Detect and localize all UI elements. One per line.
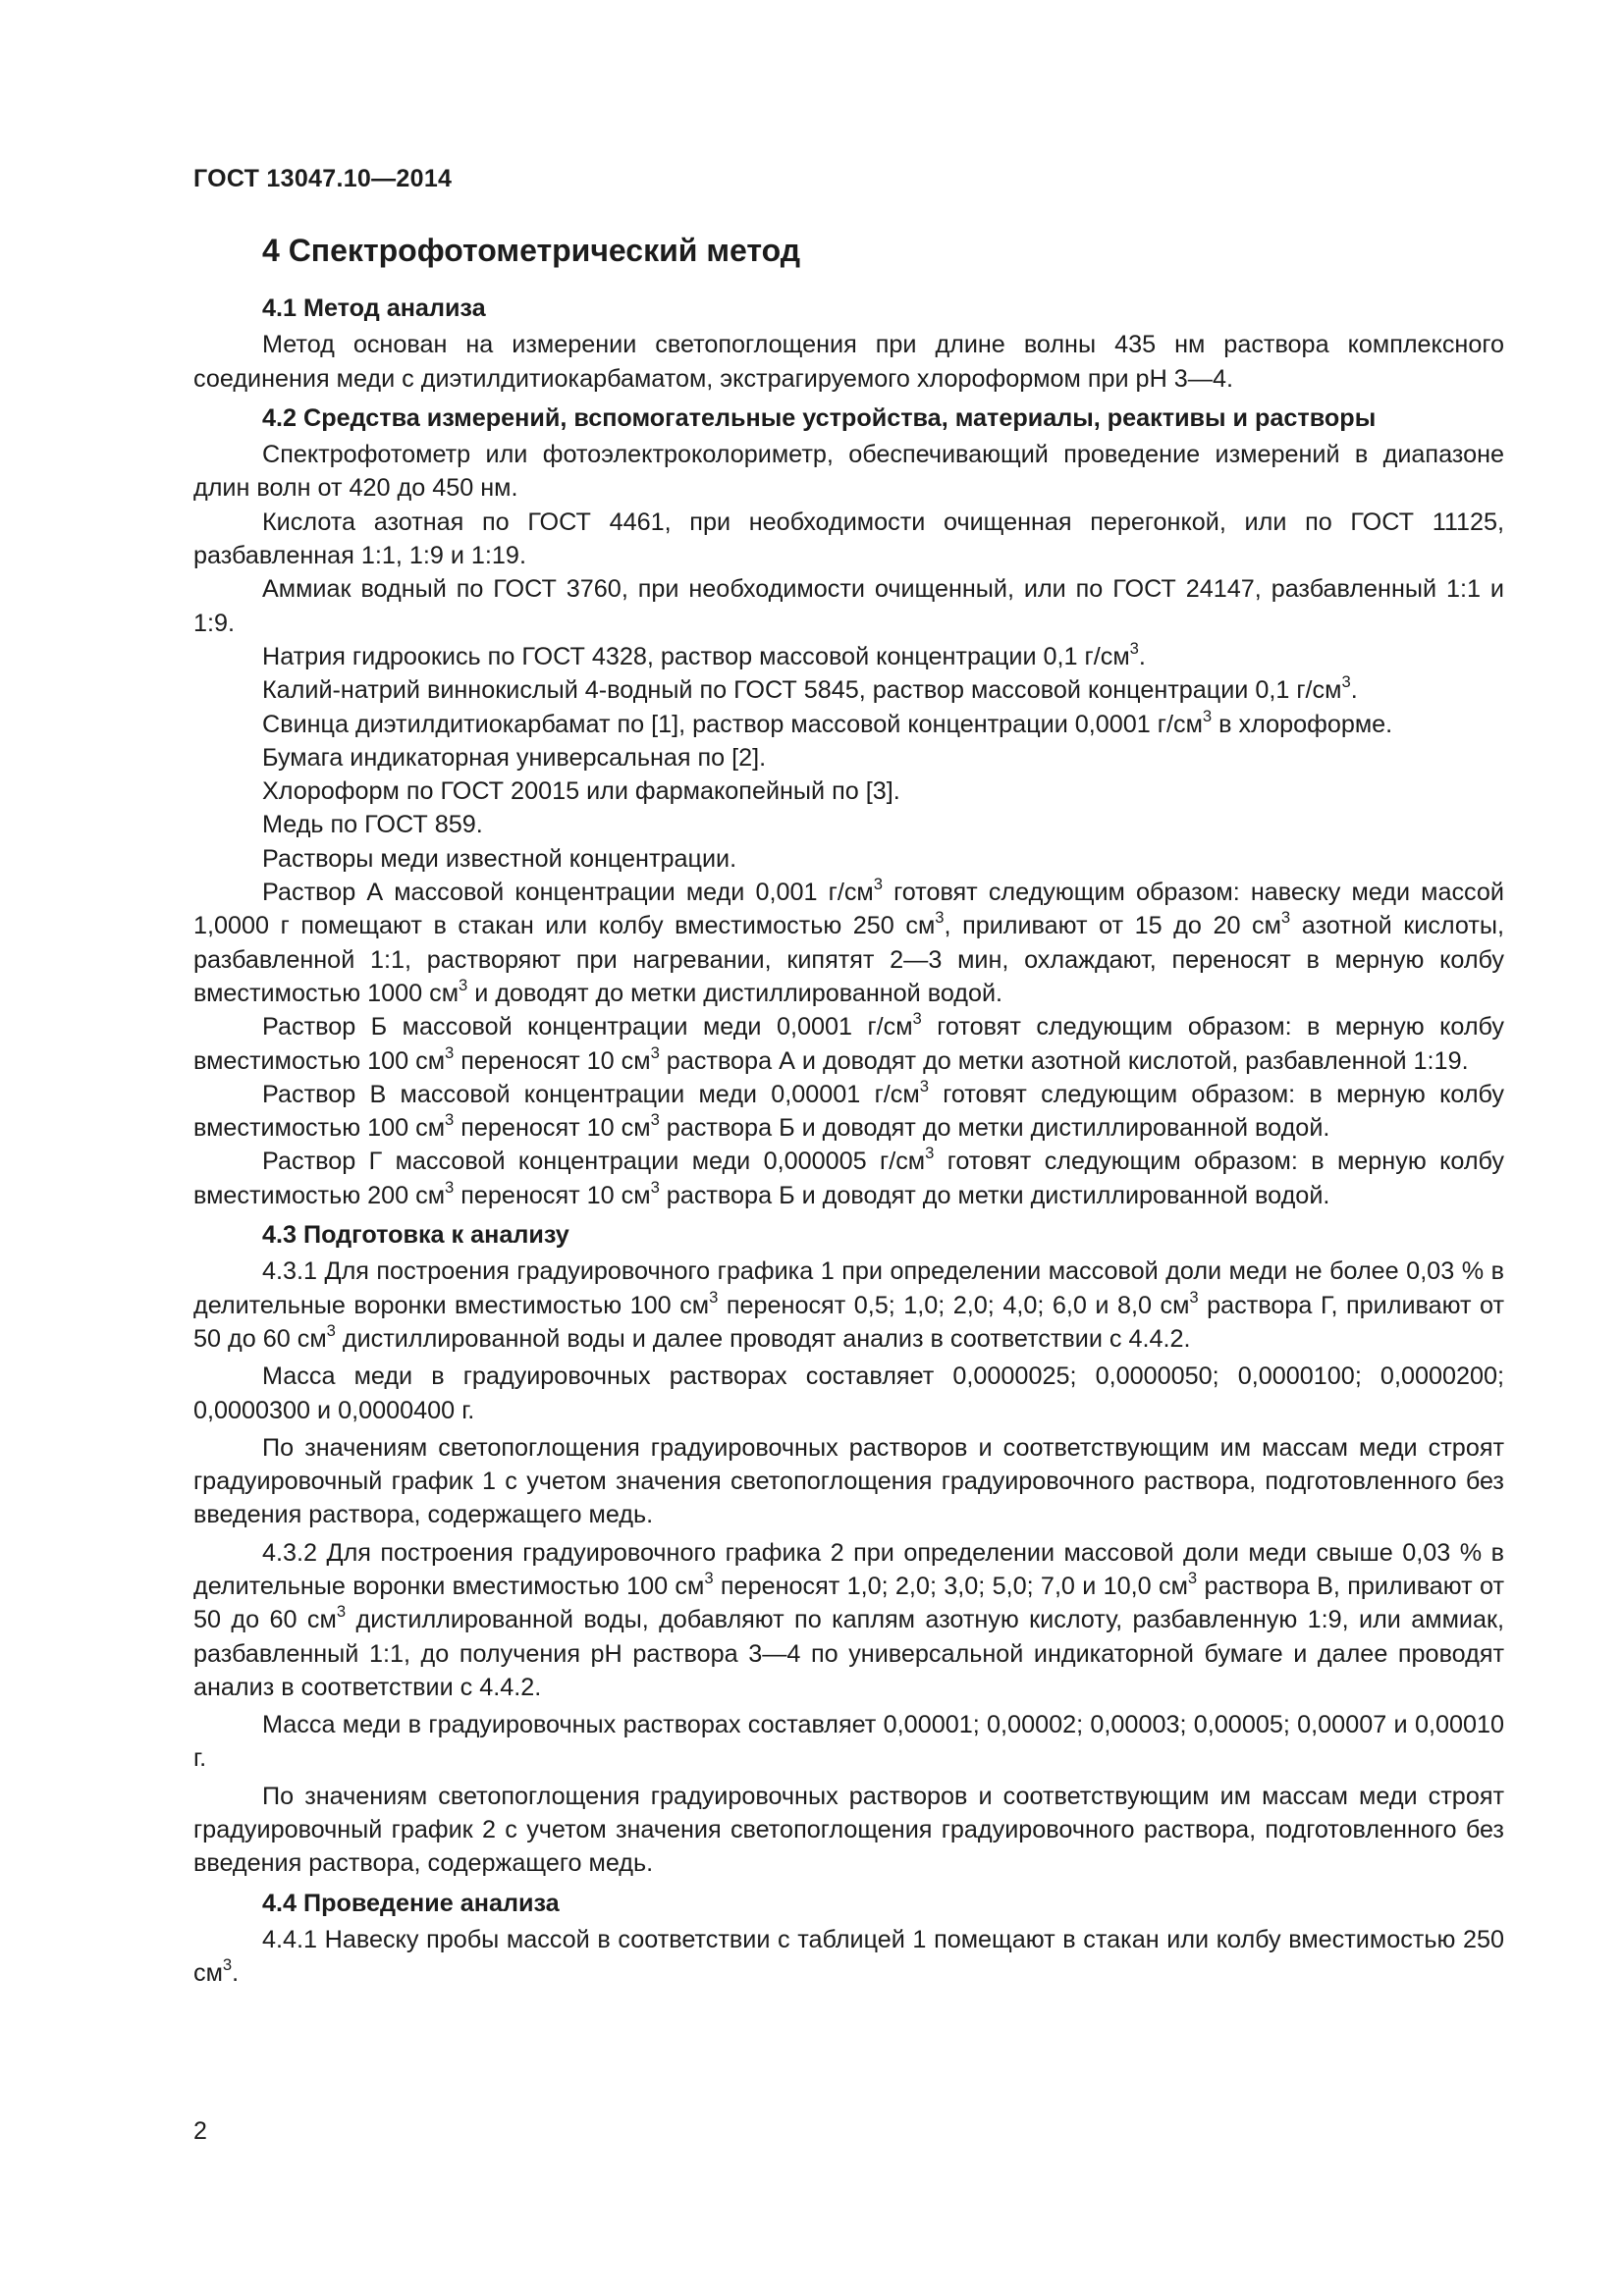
paragraph: Медь по ГОСТ 859.	[262, 811, 483, 839]
paragraph: По значениям светопоглощения градуировочных растворов и соответствующим им массам меди строят градуировочный график 2 с учетом значения светопоглощения градуировочного раствора, подготовленного без введения раствора, содержащего медь.	[193, 1782, 1504, 1878]
paragraph: Кислота азотная по ГОСТ 4461, при необходимости очищенная перегонкой, или по ГОСТ 11125, разбавленная 1:1, 1:9 и 1:19.	[193, 507, 1504, 570]
paragraph: 4.3.1 Для построения градуировочного графика 1 при определении массовой доли меди не более 0,03 % в делительные воронки вместимостью 100 $см^3$ переносят 0,5; 1,0; 2,0; 4,0; 6,0 и 8,0 $см^3$ раствора Г, приливают от 50 до 60 $см^3$ дистиллированной воды и далее проводят анализ в соответствии с 4.4.2.	[193, 1257, 1504, 1353]
paragraph: 4.4.1 Навеску пробы массой в соответствии с таблицей 1 помещают в стакан или колбу вместимостью 250 $см^3$.	[193, 1925, 1504, 1988]
paragraph: 4.3.2 Для построения градуировочного графика 2 при определении массовой доли меди свыше 0,03 % в делительные воронки вместимостью 100 $см^3$ переносят 1,0; 2,0; 3,0; 5,0; 7,0 и 10,0 $см^3$ раствора В, приливают от 50 до 60 $см^3$ дистиллированной воды, добавляют по каплям азотную кислоту, разбавленную 1:9, или аммиак, разбавленный 1:1, до получения pH раствора 3—4 по универсальной индикаторной бумаге и далее проводят анализ в соответствии с 4.4.2.	[193, 1538, 1504, 1701]
paragraph: Калий-натрий виннокислый 4-водный по ГОСТ 5845, раствор массовой концентрации 0,1 $г/см^3$.	[262, 672, 1358, 705]
subsection-title-4-3: 4.3 Подготовка к анализу	[262, 1221, 569, 1250]
subsection-title-4-2: 4.2 Средства измерений, вспомогательные устройства, материалы, реактивы и растворы	[262, 403, 1377, 432]
paragraph: Раствор А массовой концентрации меди 0,001 $г/см^3$ готовят следующим образом: навеску меди массой 1,0000 г помещают в стакан или колбу вместимостью 250 $см^3$, приливают от 15 до 20 $см^3$ азотной кислоты, разбавленной 1:1, растворяют при нагревании, кипятят 2—3 мин, охлаждают, переносят в мерную колбу вместимостью 1000 $см^3$ и доводят до метки дистиллированной водой.	[193, 875, 1504, 1007]
paragraph: По значениям светопоглощения градуировочных растворов и соответствующим им массам меди строят градуировочный график 1 с учетом значения светопоглощения градуировочного раствора, подготовленного без введения раствора, содержащего медь.	[193, 1433, 1504, 1529]
paragraph: Раствор В массовой концентрации меди 0,00001 $г/см^3$ готовят следующим образом: в мерную колбу вместимостью 100 $см^3$ переносят 10 $см^3$ раствора Б и доводят до метки дистиллированной водой.	[193, 1077, 1504, 1143]
paragraph: Аммиак водный по ГОСТ 3760, при необходимости очищенный, или по ГОСТ 24147, разбавленный 1:1 и 1:9.	[193, 575, 1504, 637]
subsection-title-4-1: 4.1 Метод анализа	[262, 294, 486, 322]
paragraph: Раствор Г массовой концентрации меди 0,000005 $г/см^3$ готовят следующим образом: в мерную колбу вместимостью 200 $см^3$ переносят 10 $см^3$ раствора Б и доводят до метки дистиллированной водой.	[193, 1144, 1504, 1209]
paragraph: Хлороформ по ГОСТ 20015 или фармакопейный по [3].	[262, 777, 900, 806]
subsection-title-4-4: 4.4 Проведение анализа	[262, 1889, 560, 1917]
document-body	[193, 229, 1504, 1991]
paragraph: Бумага индикаторная универсальная по [2].	[262, 743, 767, 772]
paragraph: Свинца диэтилдитиокарбамат по [1], раствор массовой концентрации 0,0001 $г/см^3$ в хлороформе.	[262, 706, 1393, 738]
section-title: 4 Спектрофотометрический метод	[262, 233, 801, 268]
paragraph: Раствор Б массовой концентрации меди 0,0001 $г/см^3$ готовят следующим образом: в мерную колбу вместимостью 100 $см^3$ переносят 10 $см^3$ раствора А и доводят до метки азотной кислотой, разбавленной 1:19.	[193, 1009, 1504, 1075]
paragraph: Растворы меди известной концентрации.	[262, 844, 737, 873]
paragraph: Масса меди в градуировочных растворах составляет 0,0000025; 0,0000050; 0,0000100; 0,0000200; 0,0000300 и 0,0000400 г.	[193, 1362, 1504, 1424]
paragraph: Натрия гидроокись по ГОСТ 4328, раствор массовой концентрации 0,1 $г/см^3$.	[262, 639, 1146, 670]
page-number: 2	[193, 2117, 207, 2145]
paragraph: Спектрофотометр или фотоэлектроколориметр, обеспечивающий проведение измерений в диапазоне длин волн от 420 до 450 нм.	[193, 441, 1504, 503]
paragraph: Масса меди в градуировочных растворах составляет 0,00001; 0,00002; 0,00003; 0,00005; 0,00007 и 0,00010 г.	[193, 1711, 1504, 1773]
document-header: ГОСТ 13047.10—2014	[193, 165, 453, 192]
paragraph: Метод основан на измерении светопоглощения при длине волны 435 нм раствора комплексного соединения меди с диэтилдитиокарбаматом, экстрагируемого хлороформом при pH 3—4.	[193, 331, 1504, 393]
